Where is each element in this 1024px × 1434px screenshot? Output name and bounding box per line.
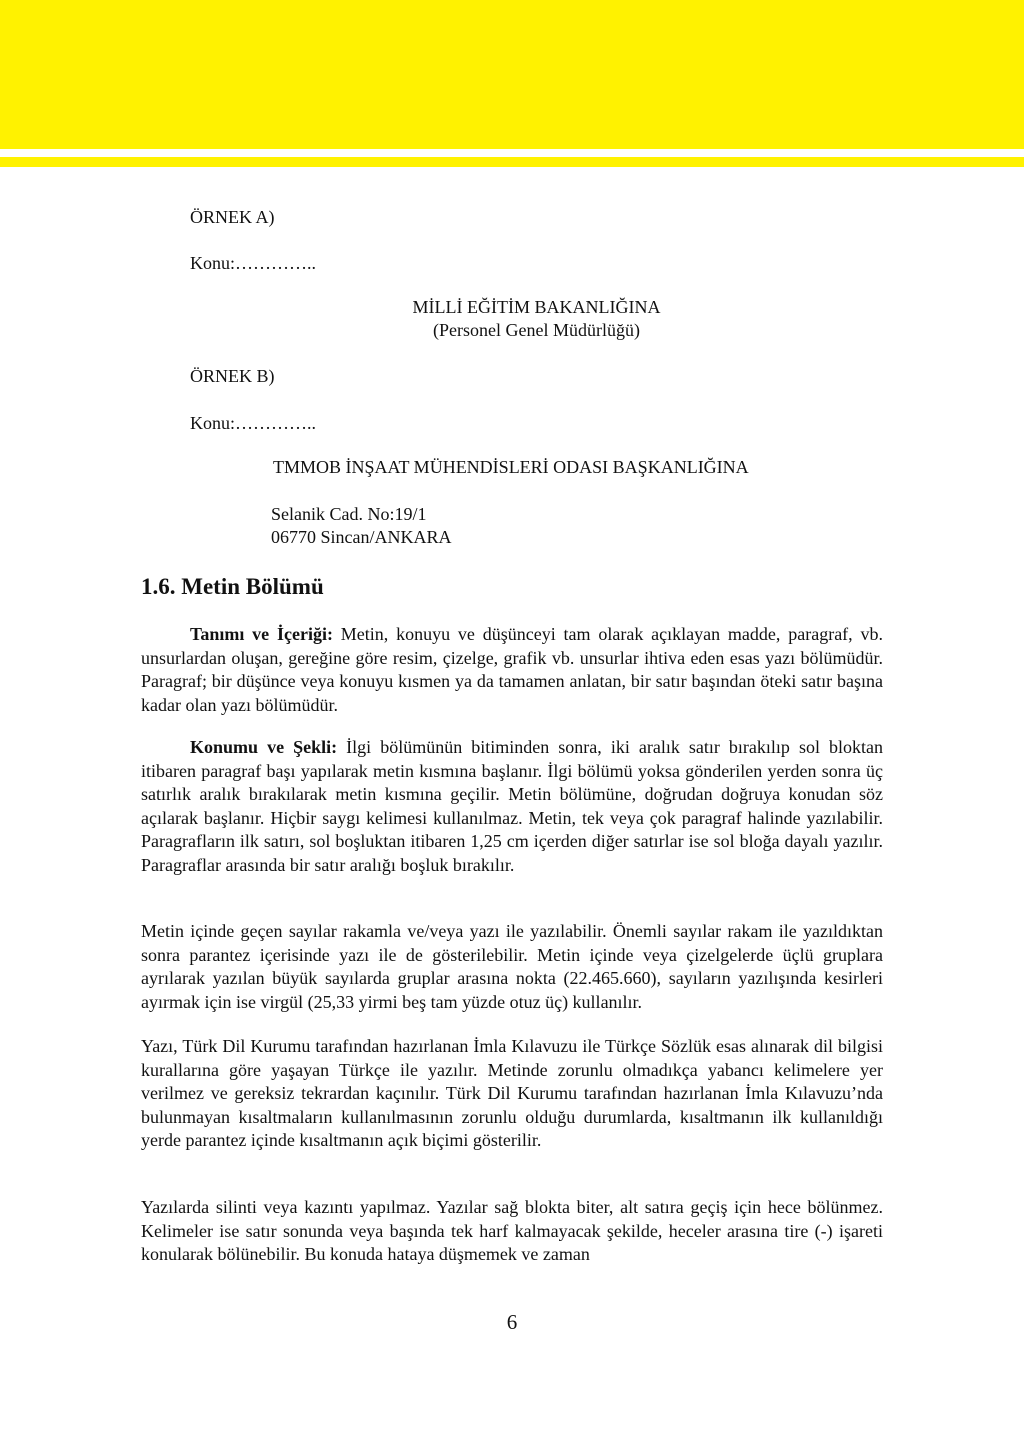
example-b-address-line1: Selanik Cad. No:19/1 — [271, 504, 427, 524]
paragraph-numbers: Metin içinde geçen sayılar rakamla ve/veya yazı ile yazılabilir. Önemli sayılar rakam ile yazıldıktan sonra parantez içerisinde yazı ile de gösterilebilir. Metin içinde veya çizelgelerde üçlü gruplara ayrılarak yazılan büyük sayılarda gruplar arasına nokta (22.465.660), sayıların yazılışında kesirleri ayırmak için ise virgül (25,33 yirmi beş tam yüzde otuz üç) kullanılır. — [141, 921, 883, 1012]
paragraph-position — [141, 736, 883, 877]
page-number: 6 — [506, 1310, 518, 1334]
example-b-subject: Konu:………….. — [190, 413, 316, 433]
example-a-subject: Konu:………….. — [190, 253, 316, 273]
paragraph-position-lead: Konumu ve Şekli: — [190, 737, 338, 757]
example-b-label: ÖRNEK B) — [190, 366, 275, 386]
example-a-addressee: MİLLİ EĞİTİM BAKANLIĞINA — [412, 297, 661, 317]
paragraph-position-text: İlgi bölümünün bitiminden sonra, iki aralık satır bırakılıp sol bloktan itibaren paragraf başı yapılarak metin kısmına başlanır. İlgi bölümü yoksa gönderilen yerden sonra üç satırlık aralık bırakılarak metin kısmına geçilir. Metin bölümüne, doğrudan doğruya konudan söz açılarak başlanır. Hiçbir saygı kelimesi kullanılmaz. Metin, tek veya çok paragraf halinde yazılabilir. Paragrafların ilk satırı, sol boşluktan itibaren 1,25 cm içerden diğer satırlar ise sol bloğa dayalı yazılır. Paragraflar arasında bir satır aralığı boşluk bırakılır. — [141, 737, 883, 875]
paragraph-definition-text: Metin, konuyu ve düşünceyi tam olarak açıklayan madde, paragraf, vb. unsurlardan oluşan, gereğine göre resim, çizelge, grafik vb. unsurlar ihtiva eden esas yazı bölümüdür. Paragraf; bir düşünce veya konuyu kısmen ya da tamamen anlatan, bir satır başından öteki satır başına kadar olan yazı bölümüdür. — [141, 624, 883, 715]
example-b-addressee: TMMOB İNŞAAT MÜHENDİSLERİ ODASI BAŞKANLIĞINA — [273, 457, 749, 477]
example-a-addressee-sub: (Personel Genel Müdürlüğü) — [433, 320, 640, 340]
section-heading: 1.6. Metin Bölümü — [141, 574, 324, 599]
example-b-address-line2: 06770 Sincan/ANKARA — [271, 527, 452, 547]
paragraph-corrections: Yazılarda silinti veya kazıntı yapılmaz. Yazılar sağ blokta biter, alt satıra geçiş için hece bölünmez. Kelimeler ise satır sonunda veya başında tek harf kalmayacak şekilde, heceler arasına tire (-) işareti konularak bölünebilir. Bu konuda hataya düşmemek ve zaman — [141, 1197, 883, 1264]
header-yellow-band — [0, 0, 1024, 149]
example-a-label: ÖRNEK A) — [190, 207, 275, 227]
header-yellow-stripe — [0, 157, 1024, 167]
paragraph-language: Yazı, Türk Dil Kurumu tarafından hazırlanan İmla Kılavuzu ile Türkçe Sözlük esas alınarak dil bilgisi kurallarına göre yaşayan Türkçe ile yazılır. Metinde zorunlu olmadıkça yabancı kelimelere yer verilmez ve gereksiz tekrardan kaçınılır. Türk Dil Kurumu tarafından hazırlanan İmla Kılavuzu’nda bulunmayan kısaltmaların kullanılmasının zorunlu olduğu durumlarda, kısaltmanın ilk kullanıldığı yerde parantez içinde kısaltmanın açık biçimi gösterilir. — [141, 1036, 883, 1150]
paragraph-definition-lead: Tanımı ve İçeriği: — [190, 624, 333, 644]
paragraph-definition — [141, 623, 883, 717]
